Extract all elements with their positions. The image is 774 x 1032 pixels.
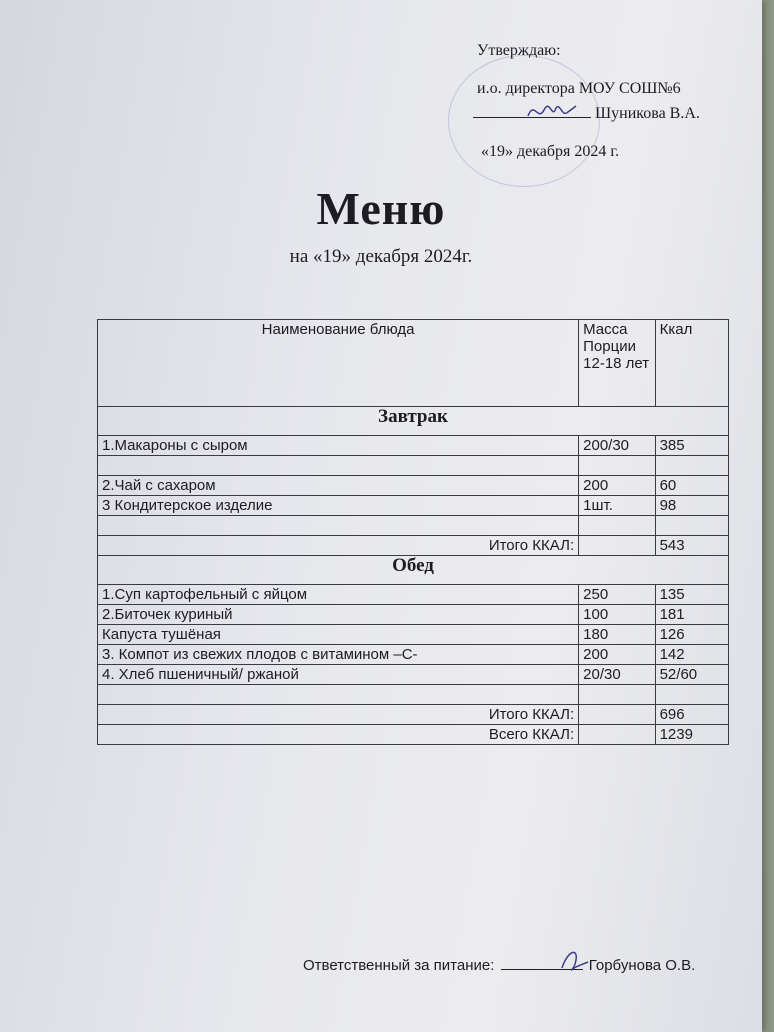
dish-mass: 200/30 — [579, 436, 655, 456]
dish-kcal: 135 — [655, 585, 728, 605]
table-row — [98, 625, 729, 645]
director-signature-icon — [520, 92, 600, 132]
page-title: Меню — [316, 183, 446, 234]
table-row — [98, 516, 729, 536]
dish-name — [98, 456, 579, 476]
page-subtitle: на «19» декабря 2024г. — [289, 246, 473, 267]
header-mass: Масса Порции 12-18 лет — [579, 320, 655, 407]
dish-name: 4. Хлеб пшеничный/ ржаной — [98, 665, 579, 685]
breakfast-rows — [98, 436, 729, 536]
table-row — [98, 665, 729, 685]
responsible-name: Горбунова О.В. — [588, 957, 696, 974]
total-value: 543 — [655, 536, 728, 556]
table-header-row — [98, 320, 729, 407]
dish-mass — [579, 456, 655, 476]
grand-total-mass — [579, 725, 655, 745]
section-label: Завтрак — [98, 407, 729, 436]
dish-mass — [579, 516, 655, 536]
responsible-label: Ответственный за питание: — [303, 957, 495, 974]
dish-mass: 200 — [579, 476, 655, 496]
table-row — [98, 476, 729, 496]
responsible-signature-icon — [548, 940, 618, 976]
dish-name: 2.Биточек куриный — [98, 605, 579, 625]
section-label: Обед — [98, 556, 729, 585]
dish-kcal: 98 — [655, 496, 728, 516]
table-row — [98, 436, 729, 456]
dish-kcal — [655, 516, 728, 536]
table-row — [98, 585, 729, 605]
dish-name: 1.Макароны с сыром — [98, 436, 579, 456]
lunch-rows — [98, 585, 729, 705]
table-row — [98, 685, 729, 705]
dish-kcal: 126 — [655, 625, 728, 645]
dish-kcal: 181 — [655, 605, 728, 625]
dish-mass: 180 — [579, 625, 655, 645]
approval-line-2: и.о. директора МОУ СОШ№6 — [477, 80, 681, 97]
table-row — [98, 645, 729, 665]
table-row — [98, 496, 729, 516]
dish-kcal — [655, 456, 728, 476]
grand-total-row — [98, 725, 729, 745]
dish-mass — [579, 685, 655, 705]
dish-mass: 200 — [579, 645, 655, 665]
approval-date: «19» декабря 2024 г. — [481, 143, 620, 160]
dish-kcal: 385 — [655, 436, 728, 456]
total-label: Итого ККАЛ: — [98, 536, 579, 556]
total-mass — [579, 705, 655, 725]
table-row — [98, 605, 729, 625]
lunch-total-row — [98, 705, 729, 725]
dish-kcal: 60 — [655, 476, 728, 496]
menu-table — [97, 319, 729, 745]
dish-name — [98, 685, 579, 705]
approval-line-1: Утверждаю: — [477, 42, 561, 59]
dish-kcal: 52/60 — [655, 665, 728, 685]
grand-total-value: 1239 — [655, 725, 728, 745]
responsible-line — [303, 957, 695, 974]
total-label: Итого ККАЛ: — [98, 705, 579, 725]
dish-name: 3 Кондитерское изделие — [98, 496, 579, 516]
dish-mass: 1шт. — [579, 496, 655, 516]
total-value: 696 — [655, 705, 728, 725]
dish-name: 1.Суп картофельный с яйцом — [98, 585, 579, 605]
director-name: Шуникова В.А. — [595, 105, 700, 122]
section-lunch — [98, 556, 729, 585]
header-kcal: Ккал — [655, 320, 728, 407]
dish-name: 2.Чай с сахаром — [98, 476, 579, 496]
breakfast-total-row — [98, 536, 729, 556]
header-name: Наименование блюда — [98, 320, 579, 407]
table-row — [98, 456, 729, 476]
grand-total-label: Всего ККАЛ: — [98, 725, 579, 745]
dish-kcal — [655, 685, 728, 705]
dish-mass: 20/30 — [579, 665, 655, 685]
total-mass — [579, 536, 655, 556]
dish-name: Капуста тушёная — [98, 625, 579, 645]
dish-mass: 100 — [579, 605, 655, 625]
section-breakfast — [98, 407, 729, 436]
dish-mass: 250 — [579, 585, 655, 605]
dish-kcal: 142 — [655, 645, 728, 665]
dish-name: 3. Компот из свежих плодов с витамином –С- — [98, 645, 579, 665]
dish-name — [98, 516, 579, 536]
